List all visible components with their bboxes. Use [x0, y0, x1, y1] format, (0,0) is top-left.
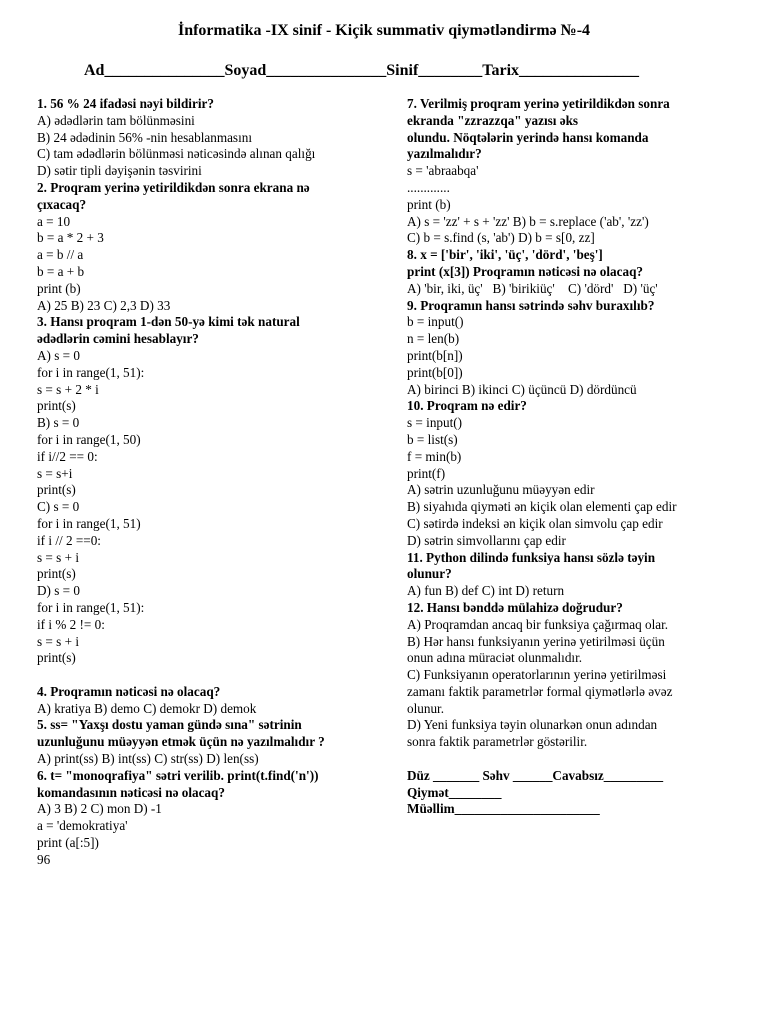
question-line: yazılmalıdır?: [407, 146, 482, 162]
text-line: A) ədədlərin tam bölünməsini: [37, 112, 195, 128]
text-line: n = len(b): [407, 331, 460, 347]
text-line: print(b[n]): [407, 347, 463, 363]
text-line: print(s): [37, 566, 76, 582]
text-line: for i in range(1, 51):: [37, 599, 145, 615]
student-info-line: Ad_______________Soyad_______________Sinif________Tarix_______________: [84, 62, 640, 79]
page-title: İnformatika -IX sinif - Kiçik summativ qiymətləndirmə №-4: [177, 22, 591, 39]
text-line: a = 10: [37, 213, 71, 229]
question-line: 12. Hansı bənddə mülahizə doğrudur?: [407, 599, 623, 615]
text-line: print(s): [37, 650, 76, 666]
text-line: A) s = 'zz' + s + 'zz' B) b = s.replace ('ab', 'zz'): [407, 213, 649, 229]
text-line: D) Yeni funksiya təyin olunarkən onun adından: [407, 717, 658, 733]
question-line: 3. Hansı proqram 1-dən 50-yə kimi tək natural: [37, 314, 300, 330]
text-line: A) kratiya B) demo C) demokr D) demok: [37, 700, 257, 716]
spacer: [407, 751, 737, 768]
text-line: A) 25 B) 23 C) 2,3 D) 33: [37, 297, 171, 313]
text-line: print(s): [37, 398, 76, 414]
question-line: komandasının nəticəsi nə olacaq?: [37, 784, 225, 800]
text-line: if i % 2 != 0:: [37, 616, 105, 632]
spacer: [37, 667, 392, 684]
text-line: s = 'abraabqa': [407, 163, 479, 179]
text-line: A) birinci B) ikinci C) üçüncü D) dördüncü: [407, 381, 637, 397]
question-line: 4. Proqramın nəticəsi nə olacaq?: [37, 683, 221, 699]
text-line: C) tam ədədlərin bölünməsi nəticəsində alınan qalığı: [37, 146, 316, 162]
text-line: s = s + i: [37, 633, 79, 649]
text-line: a = b // a: [37, 247, 84, 263]
text-line: print(f): [407, 465, 446, 481]
text-line: A) s = 0: [37, 347, 80, 363]
text-line: B) Hər hansı funksiyanın yerinə yetirilməsi üçün: [407, 633, 665, 649]
text-line: for i in range(1, 51): [37, 515, 141, 531]
question-line: ədədlərin cəmini hesablayır?: [37, 331, 199, 347]
text-line: if i // 2 ==0:: [37, 532, 101, 548]
question-line: 5. ss= "Yaxşı dostu yaman gündə sına" sətrinin: [37, 717, 302, 733]
text-line: a = 'demokratiya': [37, 818, 128, 834]
text-line: b = list(s): [407, 431, 458, 447]
question-line: ekranda "zzrazzqa" yazısı əks: [407, 112, 579, 128]
text-line: sonra faktik parametrlər göstərilir.: [407, 734, 588, 750]
text-line: b = input(): [407, 314, 464, 330]
question-line: 11. Python dilində funksiya hansı sözlə təyin: [407, 549, 656, 565]
text-line: C) s = 0: [37, 499, 80, 515]
text-line: zamanı faktik parametrlər formal qiymətlərlə əvəz: [407, 683, 673, 699]
text-line: for i in range(1, 50): [37, 431, 141, 447]
text-line: print (b): [407, 196, 451, 212]
question-line: 2. Proqram yerinə yetirildikdən sonra ekrana nə: [37, 179, 310, 195]
text-line: A) print(ss) B) int(ss) C) str(ss) D) len(ss): [37, 751, 259, 767]
text-line: B) s = 0: [37, 415, 80, 431]
text-line: print (a[:5]): [37, 835, 99, 851]
question-line: 9. Proqramın hansı sətrində səhv buraxılıb?: [407, 297, 655, 313]
text-line: for i in range(1, 51):: [37, 364, 145, 380]
question-line: 7. Verilmiş proqram yerinə yetirildikdən sonra: [407, 96, 670, 111]
text-line: s = s + i: [37, 549, 79, 565]
text-line: D) s = 0: [37, 583, 80, 599]
text-line: print (b): [37, 280, 81, 296]
question-line: print (x[3]) Proqramın nəticəsi nə olacaq?: [407, 263, 644, 279]
question-line: 6. t= "monoqrafiya" sətri verilib. print(t.find('n')): [37, 767, 319, 783]
text-line: .............: [407, 179, 450, 195]
text-line: D) sətir tipli dəyişənin təsvirini: [37, 163, 202, 179]
text-line: olunur.: [407, 700, 444, 716]
text-line: C) sətirdə indeksi ən kiçik olan simvolu çap edir: [407, 515, 663, 531]
text-line: 96: [37, 851, 51, 867]
left-column: [37, 96, 392, 869]
question-line: Qiymət________: [407, 784, 502, 800]
text-line: print(b[0]): [407, 364, 463, 380]
text-line: if i//2 == 0:: [37, 448, 98, 464]
text-line: s = s+i: [37, 465, 73, 481]
text-line: C) b = s.find (s, 'ab') D) b = s[0, zz]: [407, 230, 595, 246]
question-line: 10. Proqram nə edir?: [407, 398, 527, 414]
text-line: s = s + 2 * i: [37, 381, 99, 397]
right-column: [407, 96, 737, 818]
text-line: B) siyahıda qiyməti ən kiçik olan elementi çap edir: [407, 499, 677, 515]
text-line: f = min(b): [407, 448, 462, 464]
text-line: print(s): [37, 482, 76, 498]
question-line: 1. 56 % 24 ifadəsi nəyi bildirir?: [37, 96, 214, 111]
text-line: A) 'bir, iki, üç' B) 'birikiüç' C) 'dörd' D) 'üç': [407, 280, 658, 296]
text-line: A) 3 B) 2 C) mon D) -1: [37, 801, 162, 817]
text-line: C) Funksiyanın operatorlarının yerinə yetirilməsi: [407, 667, 667, 683]
text-line: s = input(): [407, 415, 463, 431]
question-line: Düz _______ Səhv ______Cavabsız_________: [407, 767, 664, 783]
question-line: 8. x = ['bir', 'iki', 'üç', 'dörd', 'beş']: [407, 247, 603, 263]
question-line: uzunluğunu müəyyən etmək üçün nə yazılmalıdır ?: [37, 734, 325, 750]
text-line: onun adına müraciət olunmalıdır.: [407, 650, 583, 666]
question-line: olundu. Nöqtələrin yerində hansı komanda: [407, 129, 649, 145]
question-line: olunur?: [407, 566, 452, 582]
text-line: b = a + b: [37, 263, 85, 279]
question-line: çıxacaq?: [37, 196, 87, 212]
text-line: B) 24 ədədinin 56% -nin hesablanmasını: [37, 129, 252, 145]
question-line: Müəllim______________________: [407, 801, 600, 817]
text-line: b = a * 2 + 3: [37, 230, 104, 246]
text-line: D) sətrin simvollarını çap edir: [407, 532, 566, 548]
text-line: A) fun B) def C) int D) return: [407, 583, 565, 599]
text-line: A) Proqramdan ancaq bir funksiya çağırmaq olar.: [407, 616, 669, 632]
text-line: A) sətrin uzunluğunu müəyyən edir: [407, 482, 595, 498]
